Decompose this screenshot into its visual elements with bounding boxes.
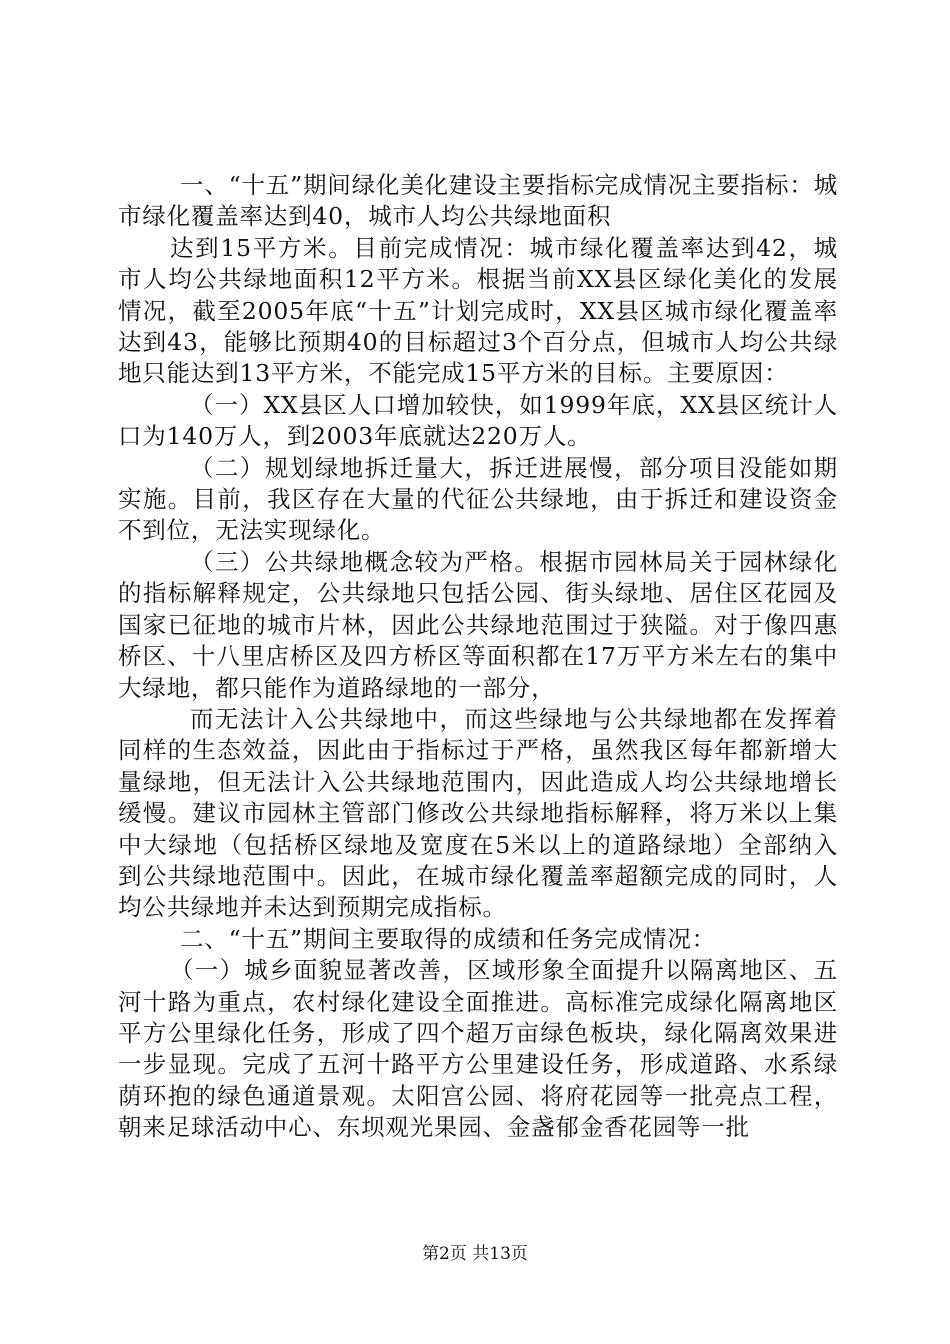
paragraph-reason-3: （三）公共绿地概念较为严格。根据市园林局关于园林绿化的指标解释规定，公共绿地只包括公园、街头绿地、居住区花园及国家已征地的城市片林，因此公共绿地范围过于狭隘。对于像四惠桥区、十八里店桥区及四方桥区等面积都在17万平方米左右的集中大绿地，都只能作为道路绿地的一部分， (118, 547, 838, 702)
document-body (118, 170, 838, 1144)
paragraph-reason-1: （一）XX县区人口增加较快，如1999年底，XX县区统计人口为140万人，到2003年底就达220万人。 (118, 390, 838, 451)
paragraph-heading-1: 一、“十五”期间绿化美化建设主要指标完成情况主要指标：城市绿化覆盖率达到40，城市人均公共绿地面积 (118, 171, 838, 231)
paragraph-completion-status: 达到15平方米。目前完成情况：城市绿化覆盖率达到42，城市人均公共绿地面积12平方米。根据当前XX县区绿化美化的发展情况，截至2005年底“十五”计划完成时，XX县区城市绿化覆盖率达到43，能够比预期40的目标超过3个百分点，但城市人均公共绿地只能达到13平方米，不能完成15平方米的目标。主要原因： (118, 233, 838, 388)
paragraph-reason-3-continued: 而无法计入公共绿地中，而这些绿地与公共绿地都在发挥着同样的生态效益，因此由于指标过于严格，虽然我区每年都新增大量绿地，但无法计入公共绿地范围内，因此造成人均公共绿地增长缓慢。建议市园林主管部门修改公共绿地指标解释，将万米以上集中大绿地（包括桥区绿地及宽度在5米以上的道路绿地）全部纳入到公共绿地范围中。因此，在城市绿化覆盖率超额完成的同时，人均公共绿地并未达到预期完成指标。 (118, 704, 838, 922)
paragraph-heading-2: 二、“十五”期间主要取得的成绩和任务完成情况： (180, 924, 716, 953)
page-footer: 第2页 共13页 (422, 1244, 528, 1264)
paragraph-achievement-1: （一）城乡面貌显著改善，区域形象全面提升以隔离地区、五河十路为重点，农村绿化建设全面推进。高标准完成绿化隔离地区平方公里绿化任务，形成了四个超万亩绿色板块，绿化隔离效果进一步显现。完成了五河十路平方公里建设任务，形成道路、水系绿荫环抱的绿色通道景观。太阳宫公园、将府花园等一批亮点工程，朝来足球活动中心、东坝观光果园、金盏郁金香花园等一批 (118, 956, 838, 1142)
paragraph-reason-2: （二）规划绿地拆迁量大，拆迁进展慢，部分项目没能如期实施。目前，我区存在大量的代征公共绿地，由于拆迁和建设资金不到位，无法实现绿化。 (118, 453, 838, 545)
